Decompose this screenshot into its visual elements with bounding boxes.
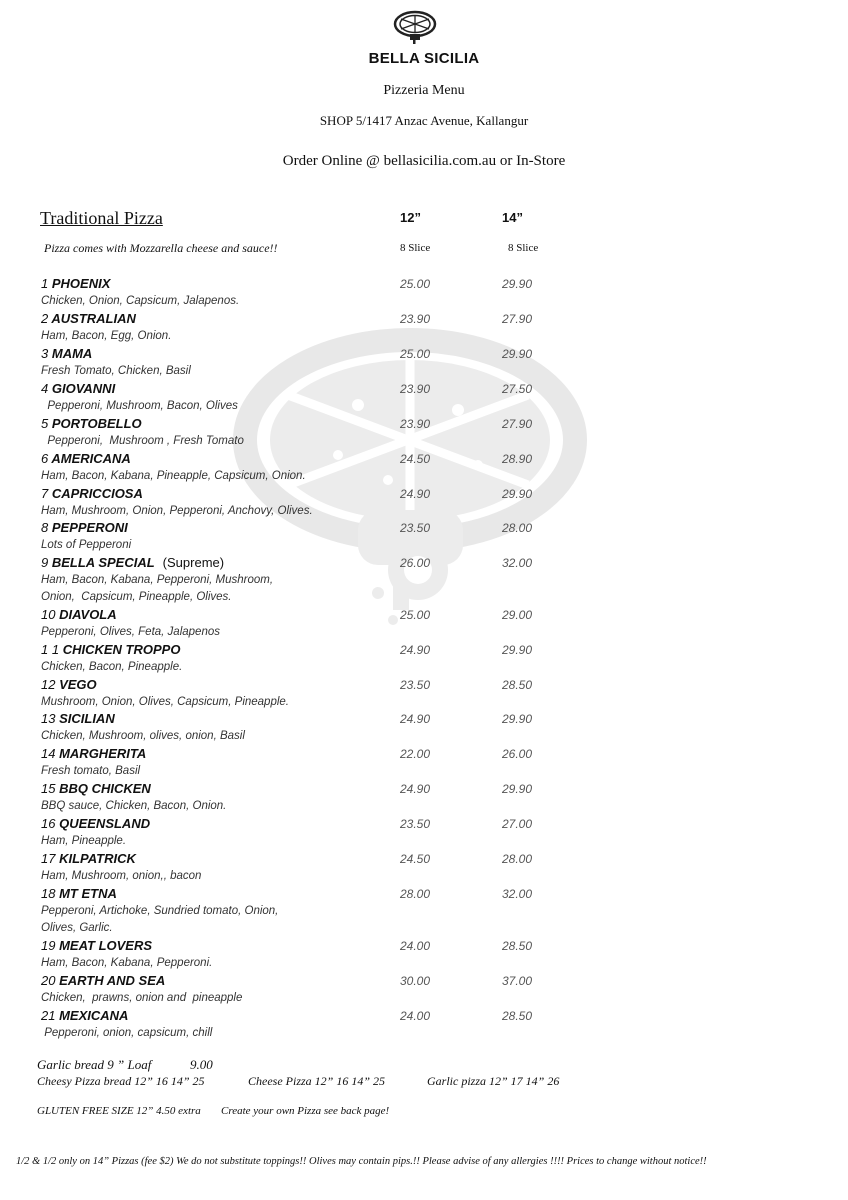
price-12: 25.00 xyxy=(400,277,431,291)
item-description: Pepperoni, Olives, Feta, Jalapenos xyxy=(41,626,220,638)
item-description: BBQ sauce, Chicken, Bacon, Onion. xyxy=(41,800,227,812)
item-description: Ham, Mushroom, Onion, Pepperoni, Anchovy, Olives. xyxy=(41,505,313,517)
item-number: 2 xyxy=(41,311,49,326)
cheesy-pizza-bread: Cheesy Pizza bread 12” 16 14” 25 xyxy=(37,1074,205,1088)
price-14: 37.00 xyxy=(502,974,533,988)
item-number: 21 xyxy=(41,1008,56,1023)
item-name xyxy=(41,311,136,326)
price-14: 32.00 xyxy=(502,887,533,901)
price-12: 23.50 xyxy=(400,521,431,535)
item-name xyxy=(41,746,146,761)
item-title: KILPATRICK xyxy=(59,851,136,866)
item-name xyxy=(41,677,97,692)
price-12: 24.50 xyxy=(400,852,431,866)
item-title: CAPRICCIOSA xyxy=(51,486,143,501)
item-title: MARGHERITA xyxy=(59,746,147,761)
item-title: VEGO xyxy=(59,677,97,692)
item-name xyxy=(41,346,92,361)
item-description: Pepperoni, Mushroom , Fresh Tomato xyxy=(41,435,244,447)
item-number: 17 xyxy=(41,851,56,866)
item-title: EARTH AND SEA xyxy=(59,973,166,988)
price-14: 27.00 xyxy=(502,817,533,831)
item-title: AMERICANA xyxy=(51,451,131,466)
item-number: 5 xyxy=(41,416,49,431)
item-name xyxy=(41,607,117,622)
cheese-pizza: Cheese Pizza 12” 16 14” 25 xyxy=(248,1074,386,1088)
item-number: 7 xyxy=(41,486,49,501)
item-number: 1 1 xyxy=(41,642,60,657)
order-online-line: Order Online @ bellasicilia.com.au or In-Store xyxy=(282,153,566,169)
item-title: GIOVANNI xyxy=(51,381,116,396)
price-14: 27.90 xyxy=(502,312,533,326)
price-12: 24.90 xyxy=(400,712,431,726)
item-title: PEPPERONI xyxy=(51,520,128,535)
item-title: MT ETNA xyxy=(59,886,117,901)
price-12: 24.00 xyxy=(400,939,431,953)
price-12: 25.00 xyxy=(400,608,431,622)
price-12: 23.50 xyxy=(400,678,431,692)
create-your-own-note: Create your own Pizza see back page! xyxy=(221,1105,390,1117)
item-name xyxy=(41,938,152,953)
pizza-logo-icon xyxy=(392,8,438,44)
price-12: 23.50 xyxy=(400,817,431,831)
item-number: 18 xyxy=(41,886,56,901)
price-12: 22.00 xyxy=(400,747,431,761)
price-12: 30.00 xyxy=(400,974,431,988)
item-number: 4 xyxy=(41,381,49,396)
item-name xyxy=(41,973,165,988)
item-extra: (Supreme) xyxy=(162,555,225,570)
size-14-header: 14” xyxy=(502,210,523,225)
item-description: Lots of Pepperoni xyxy=(41,539,132,551)
item-name xyxy=(41,781,151,796)
price-14: 29.90 xyxy=(502,487,533,501)
item-description: Ham, Bacon, Kabana, Pepperoni. xyxy=(41,957,213,969)
item-title: BBQ CHICKEN xyxy=(59,781,151,796)
item-description: Ham, Bacon, Kabana, Pineapple, Capsicum, Onion. xyxy=(41,470,306,482)
price-14: 29.90 xyxy=(502,712,533,726)
price-14: 29.90 xyxy=(502,782,533,796)
item-description: Chicken, prawns, onion and pineapple xyxy=(41,992,243,1004)
price-14: 29.90 xyxy=(502,643,533,657)
item-title: SICILIAN xyxy=(59,711,115,726)
item-number: 3 xyxy=(41,346,49,361)
price-12: 23.90 xyxy=(400,417,431,431)
item-number: 1 xyxy=(41,276,49,291)
item-number: 15 xyxy=(41,781,56,796)
price-12: 24.90 xyxy=(400,643,431,657)
gluten-free-note: GLUTEN FREE SIZE 12” 4.50 extra xyxy=(37,1105,201,1117)
item-number: 9 xyxy=(41,555,49,570)
section-note: Pizza comes with Mozzarella cheese and sauce!! xyxy=(44,241,278,255)
price-12: 24.90 xyxy=(400,487,431,501)
price-12: 28.00 xyxy=(400,887,431,901)
garlic-bread-price: 9.00 xyxy=(190,1057,213,1072)
garlic-bread-label: Garlic bread 9 ” Loaf xyxy=(37,1057,152,1072)
price-14: 28.00 xyxy=(502,521,533,535)
price-14: 29.00 xyxy=(502,608,533,622)
disclaimer: 1/2 & 1/2 only on 14” Pizzas (fee $2) We do not substitute toppings!! Olives may contain pips.!! Please advise of any allergies !!!! Prices to change without notice!! xyxy=(16,1156,707,1167)
price-12: 23.90 xyxy=(400,382,431,396)
item-name xyxy=(41,851,136,866)
item-number: 13 xyxy=(41,711,56,726)
item-description: Pepperoni, Artichoke, Sundried tomato, Onion, xyxy=(41,905,279,917)
item-name xyxy=(41,520,128,535)
item-title: MAMA xyxy=(51,346,93,361)
slice-12: 8 Slice xyxy=(400,242,431,254)
item-description: Pepperoni, onion, capsicum, chill xyxy=(41,1027,213,1039)
item-title: PORTOBELLO xyxy=(51,416,142,431)
item-description: Onion, Capsicum, Pineapple, Olives. xyxy=(41,591,232,603)
business-name: BELLA SICILIA xyxy=(368,50,480,67)
price-12: 26.00 xyxy=(400,556,431,570)
price-12: 23.90 xyxy=(400,312,431,326)
price-14: 32.00 xyxy=(502,556,533,570)
price-14: 28.00 xyxy=(502,852,533,866)
item-number: 12 xyxy=(41,677,56,692)
price-14: 28.90 xyxy=(502,452,533,466)
item-name xyxy=(41,486,143,501)
item-name xyxy=(41,816,150,831)
item-description: Chicken, Mushroom, olives, onion, Basil xyxy=(41,730,245,742)
item-number: 8 xyxy=(41,520,49,535)
item-title: BELLA SPECIAL xyxy=(51,555,155,570)
item-name xyxy=(41,1008,128,1023)
price-14: 27.50 xyxy=(502,382,533,396)
item-name xyxy=(41,276,110,291)
item-title: AUSTRALIAN xyxy=(51,311,136,326)
item-title: MEAT LOVERS xyxy=(59,938,153,953)
item-number: 16 xyxy=(41,816,56,831)
price-12: 24.00 xyxy=(400,1009,431,1023)
item-title: DIAVOLA xyxy=(59,607,117,622)
price-14: 28.50 xyxy=(502,939,533,953)
shop-address: SHOP 5/1417 Anzac Avenue, Kallangur xyxy=(319,113,529,128)
item-name xyxy=(41,711,115,726)
slice-14: 8 Slice xyxy=(508,242,539,254)
item-name xyxy=(41,886,117,901)
item-title: MEXICANA xyxy=(59,1008,129,1023)
item-description: Pepperoni, Mushroom, Bacon, Olives xyxy=(41,400,238,412)
item-description: Chicken, Onion, Capsicum, Jalapenos. xyxy=(41,295,240,307)
garlic-pizza: Garlic pizza 12” 17 14” 26 xyxy=(427,1074,560,1088)
price-14: 29.90 xyxy=(502,347,533,361)
item-number: 14 xyxy=(41,746,56,761)
item-name xyxy=(41,416,142,431)
item-number: 20 xyxy=(41,973,56,988)
item-description: Ham, Mushroom, onion,, bacon xyxy=(41,870,202,882)
item-name xyxy=(41,451,131,466)
item-number: 6 xyxy=(41,451,49,466)
item-description: Ham, Bacon, Egg, Onion. xyxy=(41,330,172,342)
item-title: PHOENIX xyxy=(51,276,111,291)
price-12: 24.50 xyxy=(400,452,431,466)
item-name xyxy=(41,381,115,396)
item-description: Olives, Garlic. xyxy=(41,922,113,934)
item-name xyxy=(41,555,224,570)
price-14: 28.50 xyxy=(502,1009,533,1023)
price-14: 28.50 xyxy=(502,678,533,692)
price-12: 24.90 xyxy=(400,782,431,796)
menu-subtitle: Pizzeria Menu xyxy=(383,83,465,98)
item-description: Ham, Pineapple. xyxy=(41,835,127,847)
size-12-header: 12” xyxy=(400,210,421,225)
item-number: 19 xyxy=(41,938,56,953)
item-description: Ham, Bacon, Kabana, Pepperoni, Mushroom, xyxy=(41,574,274,586)
price-12: 25.00 xyxy=(400,347,431,361)
item-description: Fresh tomato, Basil xyxy=(41,765,141,777)
item-number: 10 xyxy=(41,607,56,622)
price-14: 26.00 xyxy=(502,747,533,761)
price-14: 29.90 xyxy=(502,277,533,291)
item-name xyxy=(41,642,180,657)
item-description: Chicken, Bacon, Pineapple. xyxy=(41,661,183,673)
item-description: Mushroom, Onion, Olives, Capsicum, Pineapple. xyxy=(41,696,289,708)
item-description: Fresh Tomato, Chicken, Basil xyxy=(41,365,191,377)
item-title: CHICKEN TROPPO xyxy=(62,642,181,657)
item-title: QUEENSLAND xyxy=(59,816,151,831)
price-14: 27.90 xyxy=(502,417,533,431)
section-title: Traditional Pizza xyxy=(40,208,163,228)
